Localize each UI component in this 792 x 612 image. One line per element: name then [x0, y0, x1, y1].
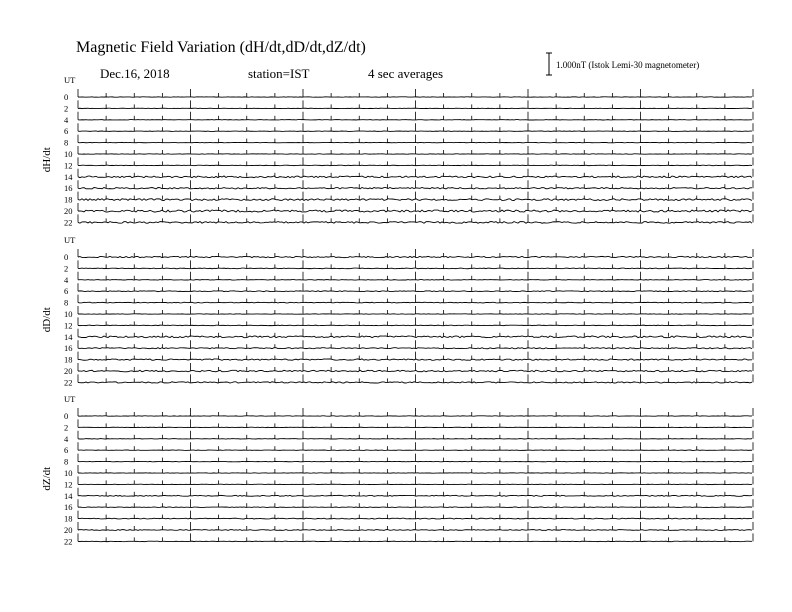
chart-title: Magnetic Field Variation (dH/dt,dD/dt,dZ/dt): [76, 39, 366, 56]
trace-line: [78, 280, 752, 281]
ut-tick-label: 20: [64, 366, 73, 376]
trace-line: [78, 256, 752, 257]
ut-tick-label: 22: [64, 377, 73, 388]
ut-tick-label: 14: [64, 490, 73, 501]
ut-tick-label: 22: [64, 536, 73, 547]
ut-tick-label: 2: [64, 422, 69, 433]
ut-tick-label: 8: [64, 137, 69, 148]
trace-line: [78, 222, 752, 224]
ut-tick-label: 12: [64, 479, 73, 490]
ut-tick-label: 6: [64, 445, 69, 456]
ut-tick-label: 14: [64, 171, 73, 182]
trace-line: [78, 507, 752, 508]
ut-tick-label: 2: [64, 103, 69, 114]
trace-line: [78, 188, 752, 189]
trace-line: [78, 541, 752, 542]
station-label: station=IST: [248, 66, 310, 81]
trace-line: [78, 199, 752, 201]
trace-line: [78, 348, 752, 349]
ut-tick-label: 10: [64, 149, 73, 159]
ut-tick-label: 20: [64, 206, 73, 216]
panel-ylabel: dH/dt: [41, 147, 53, 173]
ut-axis-label: UT: [64, 75, 76, 85]
ut-tick-label: 18: [64, 354, 73, 365]
ut-axis-label: UT: [64, 394, 76, 404]
ut-tick-label: 8: [64, 456, 69, 467]
ut-tick-label: 4: [64, 433, 69, 444]
ut-tick-label: 6: [64, 126, 69, 137]
ut-tick-label: 4: [64, 114, 69, 125]
trace-line: [78, 210, 752, 212]
ut-axis-label: UT: [64, 235, 76, 245]
trace-line: [78, 268, 752, 269]
trace-line: [78, 495, 752, 496]
ut-tick-label: 0: [64, 252, 69, 262]
date-label: Dec.16, 2018: [100, 66, 170, 81]
ut-tick-label: 16: [64, 502, 73, 513]
panel-ylabel: dD/dt: [41, 307, 53, 333]
ut-tick-label: 4: [64, 274, 69, 285]
trace-line: [78, 518, 752, 519]
panel-ylabel: dZ/dt: [41, 466, 53, 491]
ut-tick-label: 20: [64, 525, 73, 535]
ut-tick-label: 22: [64, 217, 73, 228]
trace-line: [78, 302, 752, 303]
ut-tick-label: 16: [64, 343, 73, 354]
ut-tick-label: 14: [64, 331, 73, 342]
trace-line: [78, 176, 752, 178]
ut-tick-label: 12: [64, 320, 73, 331]
ut-tick-label: 16: [64, 183, 73, 194]
ut-tick-label: 6: [64, 286, 69, 297]
ut-tick-label: 8: [64, 297, 69, 308]
ut-tick-label: 10: [64, 468, 73, 478]
ut-tick-label: 0: [64, 92, 69, 102]
trace-line: [78, 325, 752, 326]
trace-line: [78, 382, 752, 383]
scale-bar-label: 1.000nT (Istok Lemi-30 magnetometer): [556, 60, 700, 70]
ut-tick-label: 18: [64, 194, 73, 205]
trace-line: [78, 370, 752, 372]
ut-tick-label: 12: [64, 160, 73, 171]
averaging-label: 4 sec averages: [368, 66, 444, 81]
ut-tick-label: 0: [64, 411, 69, 421]
trace-line: [78, 359, 752, 360]
ut-tick-label: 10: [64, 309, 73, 319]
trace-line: [78, 291, 752, 292]
ut-tick-label: 18: [64, 513, 73, 524]
ut-tick-label: 2: [64, 263, 69, 274]
trace-line: [78, 336, 752, 338]
trace-line: [78, 530, 752, 531]
